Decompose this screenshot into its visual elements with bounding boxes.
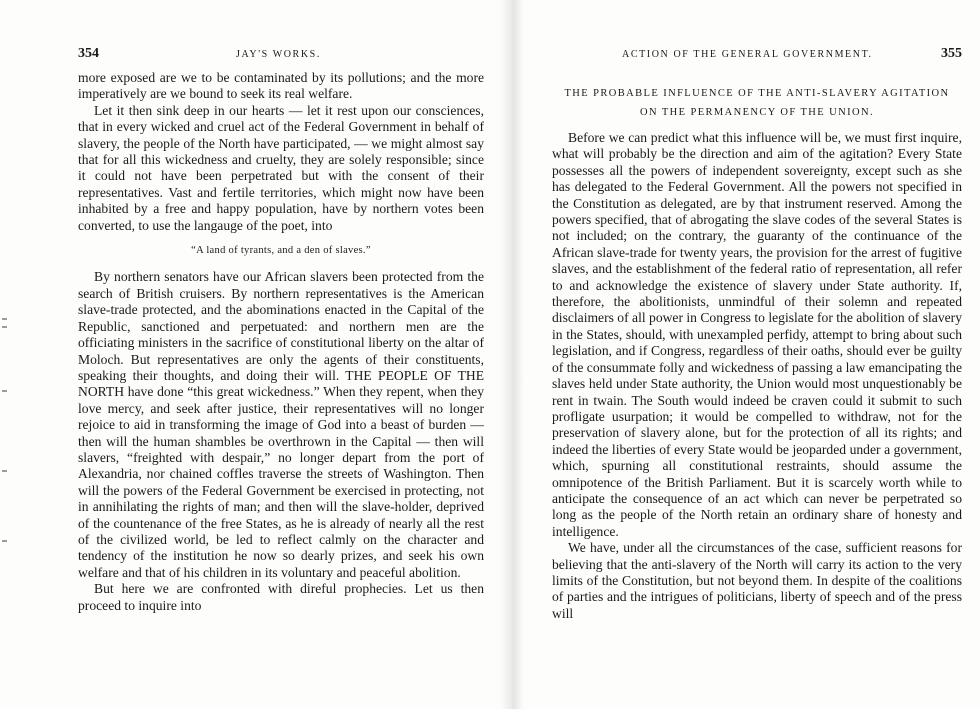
running-head: JAY'S WORKS. (236, 49, 321, 60)
block-quote: “A land of tyrants, and a den of slaves.” (191, 245, 371, 257)
section-title-line: ON THE PERMANENCY OF THE UNION. (640, 107, 874, 118)
page-number: 354 (78, 46, 99, 61)
right-page-body (552, 84, 962, 622)
paragraph: By northern senators have our African slavers been protected from the search of British cruisers. By northern representatives is the American slave-trade protected, and the abominations enacted in the Capital of the Republic, sanctioned and perpetuated: and northern men are the officiating ministers in the sacrifice of constitutional liberty on the altar of Moloch. But representatives are only the agents of their constituents, speaking their thoughts, and doing their will. THE PEOPLE OF THE NORTH have done “this great wickedness.” When they repent, when they love mercy, and seek after justice, their representatives will no longer rejoice to aid in transforming the image of God into a beast of burden — then will the human shambles be overthrown in the Capital — then will slavers, “freighted with despair,” no longer depart from the port of Alexandria, nor chained coffles traverse the streets of Washington. Then will the powers of the Federal Government be exercised in protecting, not in annihilating the rights of man; and then will the slave-holder, deprived of the countenance of the free States, as he is already of nearly all the rest of the civilized world, be led to reflect calmly on the character and tendency of the institution he now so dearly prizes, and seek his own welfare and that of his children in its voluntary and peaceful abolition. (78, 269, 484, 580)
book-gutter (500, 0, 524, 709)
page-edge-marks (0, 0, 14, 709)
paragraph: more exposed are we to be contaminated by its pollutions; and the more imperatively are we bound to seek its real welfare. (78, 70, 484, 102)
section-title-line: THE PROBABLE INFLUENCE OF THE ANTI-SLAVERY AGITATION (564, 88, 950, 99)
running-head: ACTION OF THE GENERAL GOVERNMENT. (622, 49, 873, 60)
paragraph: Before we can predict what this influence will be, we must first inquire, what will probably be the direction and aim of the agitation? Every State possesses all the powers of independent sovereignty, except such as she has delegated to the Federal Government. All the powers not specified in the Constitution as delegated, are by that instrument reserved. Among the powers specified, that of abrogating the slave codes of the several States is not included; on the contrary, the guaranty of the continuance of the African slave-trade for twenty years, the provision for the arrest of fugitive slaves, and the establishment of the federal ratio of representation, all refer to and acknowledge the existence of slavery under State authority. If, therefore, the abolitionists, unmindful of their solemn and repeated disclaimers of all power in Congress to legislate for the abolition of slavery in the States, should, with unexampled perfidy, attempt to bring about such legislation, and if Congress, regardless of their oaths, should ever be guilty of the consummate folly and wickedness of passing a law emancipating the slaves held under State authority, the Union would most unquestionably be rent in twain. The South would indeed be craven could it submit to such profligate usurpation; it would be compelled to withdraw, not for the preservation of slavery alone, but for the protection of all its rights; and indeed the liberties of every State would be jeoparded under a government, which, spurning all constitutional restraints, should assume the omnipotence of the British Parliament. But it is scarcely worth while to anticipate the consequence of an act which can never be perpetrated so long as the people of the North retain an ordinary share of honesty and intelligence. (552, 130, 962, 539)
section-title (552, 84, 962, 122)
right-page-header (552, 46, 962, 66)
paragraph: But here we are confronted with direful prophecies. Let us then proceed to inquire into (78, 581, 484, 613)
paragraph: Let it then sink deep in our hearts — let it rest upon our consciences, that in every wicked and cruel act of the Federal Government in behalf of slavery, the people of the North have participated, — we might almost say that for all this wickedness and cruelty, they are solely responsible; since it could not have been perpetrated but with the consent of their representatives. Vast and fertile territories, which might now have been inhabited by a free and happy population, have by northern votes been converted, to use the langauge of the poet, into (78, 102, 484, 233)
page-number: 355 (941, 46, 962, 61)
paragraph: We have, under all the circumstances of the case, sufficient reasons for believing that the anti-slavery of the North will carry its action to the very limits of the Constitution, but not beyond them. In despite of the coalitions of parties and the intrigues of politicians, liberty of speech and of the press will (552, 540, 962, 621)
left-page-body (78, 70, 484, 614)
left-page-header (78, 46, 484, 66)
